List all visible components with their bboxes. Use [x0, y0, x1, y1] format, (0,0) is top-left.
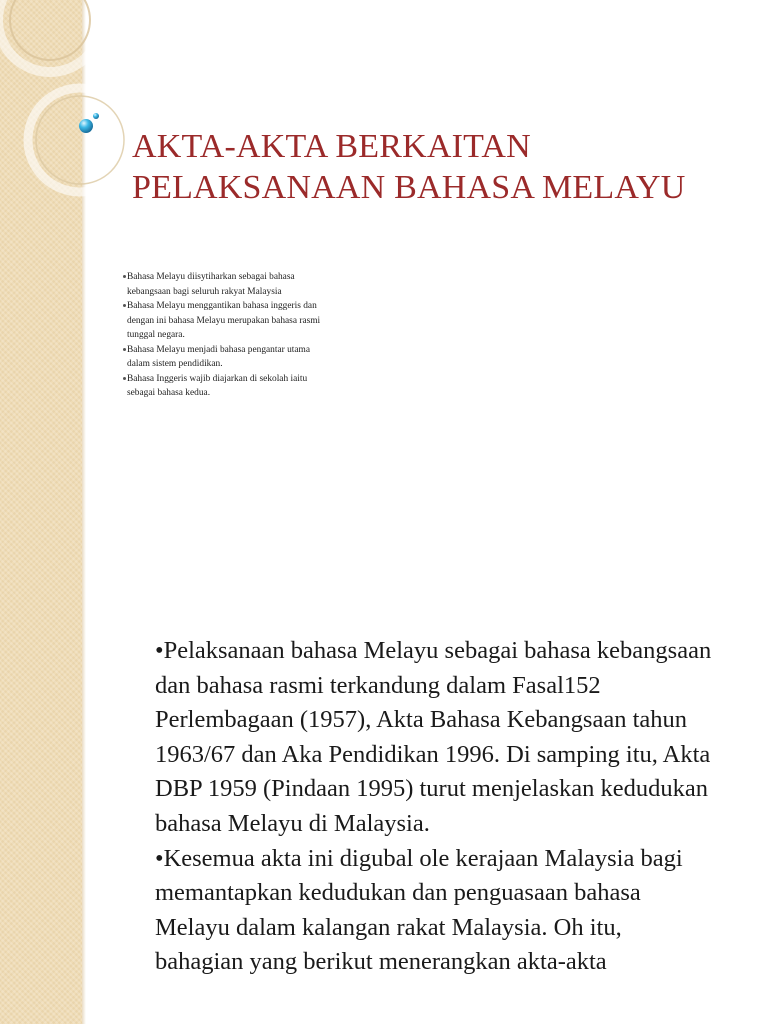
list-item: Bahasa Melayu menggantikan bahasa inggeris dan dengan ini bahasa Melayu merupakan bahasa rasmi tunggal negara.	[124, 299, 384, 343]
title-line-2: PELAKSANAAN BAHASA MELAYU	[132, 169, 686, 206]
body-paragraph: •Kesemua akta ini digubal ole kerajaan Malaysia bagi memantapkan kedudukan dan penguasaan bahasa Melayu dalam kalangan rakat Malaysia. Oh itu, bahagian yang berikut menerangkan akta-akta	[155, 844, 683, 976]
list-item: Bahasa Inggeris wajib diajarkan di sekolah iaitu sebagai bahasa kedua.	[124, 372, 384, 401]
title-line-1: AKTA-AKTA BERKAITAN	[132, 128, 531, 165]
body-text	[155, 634, 715, 980]
slide-title	[132, 126, 752, 208]
body-paragraph: •Pelaksanaan bahasa Melayu sebagai bahasa kebangsaan dan bahasa rasmi terkandung dalam Fasal152 Perlembagaan (1957), Akta Bahasa Kebangsaan tahun 1963/67 dan Aka Pendidikan 1996. Di samping itu, Akta DBP 1959 (Pindaan 1995) turut menjelaskan kedudukan bahasa Melayu di Malaysia.	[155, 637, 712, 837]
small-points-list	[124, 270, 384, 401]
list-item: Bahasa Melayu menjadi bahasa pengantar utama dalam sistem pendidikan.	[124, 343, 384, 372]
list-item: Bahasa Melayu diisytiharkan sebagai bahasa kebangsaan bagi seluruh rakyat Malaysia	[124, 270, 384, 299]
blue-bullet-icon	[79, 119, 93, 133]
small-blue-bullet-icon	[93, 113, 99, 119]
